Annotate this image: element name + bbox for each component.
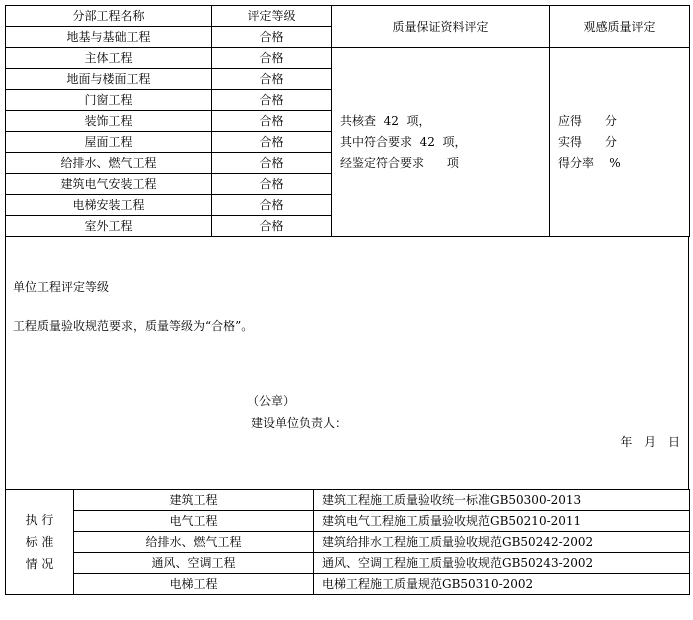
row-grade: 合格 xyxy=(212,27,332,48)
standard-code: 通风、空调工程施工质量验收规范GB50243-2002 xyxy=(314,553,690,574)
standard-name: 给排水、燃气工程 xyxy=(74,532,314,553)
standard-code: 电梯工程施工质量规范GB50310-2002 xyxy=(314,574,690,595)
row-project-name: 装饰工程 xyxy=(6,111,212,132)
quality-assurance-summary xyxy=(332,48,550,237)
header-project-name: 分部工程名称 xyxy=(6,6,212,27)
standards-label xyxy=(6,490,74,595)
unit-evaluation-statement: 工程质量验收规范要求，质量等级为“合格”。 xyxy=(13,319,254,333)
standard-name: 电气工程 xyxy=(74,511,314,532)
row-grade: 合格 xyxy=(212,111,332,132)
row-grade: 合格 xyxy=(212,132,332,153)
row-project-name: 电梯安装工程 xyxy=(6,195,212,216)
standards-label-line: 执 行 xyxy=(25,513,54,527)
standard-code: 建筑工程施工质量验收统一标准GB50300-2013 xyxy=(314,490,690,511)
standard-name: 建筑工程 xyxy=(74,490,314,511)
standard-code: 建筑给排水工程施工质量验收规范GB50242-2002 xyxy=(314,532,690,553)
header-grade: 评定等级 xyxy=(212,6,332,27)
row-project-name: 门窗工程 xyxy=(6,90,212,111)
standards-table xyxy=(5,489,690,595)
row-grade: 合格 xyxy=(212,195,332,216)
quality-line-compliant: 其中符合要求 42 项， xyxy=(340,134,467,149)
unit-evaluation-title: 单位工程评定等级 xyxy=(13,280,110,294)
quality-line-appraised: 经鉴定符合要求 项 xyxy=(340,155,459,170)
appearance-line-actual: 实得 分 xyxy=(558,134,617,149)
standard-name: 通风、空调工程 xyxy=(74,553,314,574)
row-grade: 合格 xyxy=(212,174,332,195)
row-project-name: 建筑电气安装工程 xyxy=(6,174,212,195)
appearance-line-rate: 得分率 % xyxy=(558,155,621,170)
standard-name: 电梯工程 xyxy=(74,574,314,595)
row-grade: 合格 xyxy=(212,90,332,111)
row-grade: 合格 xyxy=(212,216,332,237)
row-project-name: 屋面工程 xyxy=(6,132,212,153)
row-project-name: 给排水、燃气工程 xyxy=(6,153,212,174)
header-appearance-quality: 观感质量评定 xyxy=(550,6,690,48)
standards-label-line: 情 况 xyxy=(25,557,54,571)
row-grade: 合格 xyxy=(212,153,332,174)
official-seal-label: （公章） xyxy=(247,394,296,408)
row-project-name: 地基与基础工程 xyxy=(6,27,212,48)
division-evaluation-table xyxy=(5,5,690,237)
standard-code: 建筑电气工程施工质量验收规范GB50210-2011 xyxy=(314,511,690,532)
appearance-line-due: 应得 分 xyxy=(558,113,617,128)
date-label: 年 月 日 xyxy=(620,435,680,449)
unit-evaluation-section xyxy=(5,237,689,489)
quality-line-checked: 共核查 42 项， xyxy=(340,113,431,128)
row-project-name: 室外工程 xyxy=(6,216,212,237)
standards-label-line: 标 准 xyxy=(25,535,54,549)
responsible-person-label: 建设单位负责人： xyxy=(251,416,348,430)
row-project-name: 主体工程 xyxy=(6,48,212,69)
header-quality-assurance: 质量保证资料评定 xyxy=(332,6,550,48)
appearance-quality-summary xyxy=(550,48,690,237)
row-grade: 合格 xyxy=(212,48,332,69)
row-grade: 合格 xyxy=(212,69,332,90)
row-project-name: 地面与楼面工程 xyxy=(6,69,212,90)
